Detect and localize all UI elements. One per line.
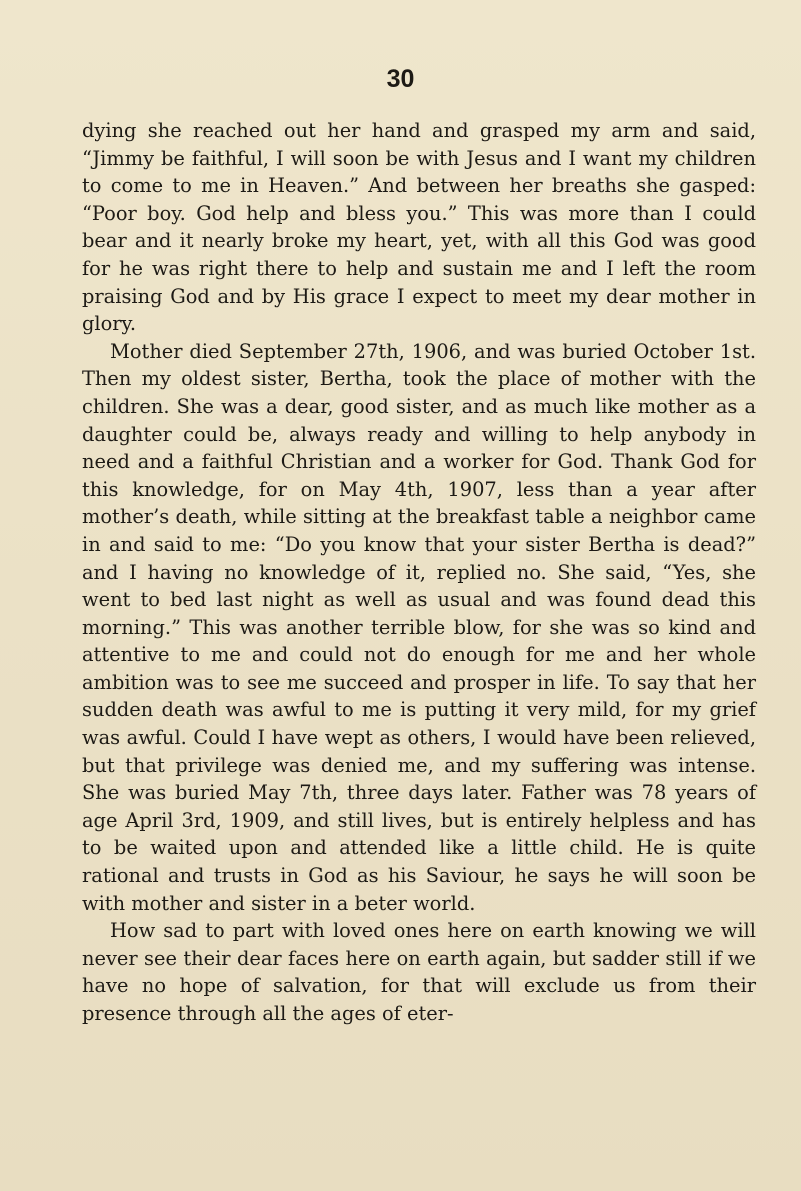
paragraph-3: How sad to part with loved ones here on earth knowing we will never see their dear faces here on earth again, but sadder still if we have no hope of salvation, for that will exclude us from their presence through all the ages of eter- bbox=[82, 919, 756, 1025]
body-text bbox=[82, 117, 756, 1028]
paragraph-1: dying she reached out her hand and grasped my arm and said, “Jimmy be faithful, I will soon be with Jesus and I want my children to come to me in Heaven.” And between her breaths she gasped: “Poor boy. God help and bless you.” This was more than I could bear and it nearly broke my heart, yet, with all this God was good for he was right there to help and sustain me and I left the room praising God and by His grace I expect to meet my dear mother in glory. bbox=[82, 119, 756, 336]
paragraph-2: Mother died September 27th, 1906, and was buried October 1st. Then my oldest sister, Bertha, took the place of mother with the children. She was a dear, good sister, and as much like mother as a daughter could be, always ready and willing to help anybody in need and a faithful Christian and a worker for God. Thank God for this knowledge, for on May 4th, 1907, less than a year after mother’s death, while sitting at the breakfast table a neighbor came in and said to me: “Do you know that your sister Bertha is dead?” and I having no knowledge of it, replied no. She said, “Yes, she went to bed last night as well as usual and was found dead this morning.” This was another terrible blow, for she was so kind and attentive to me and could not do enough for me and her whole ambition was to see me succeed and prosper in life. To say that her sudden death was awful to me is putting it very mild, for my grief was awful. Could I have wept as others, I would have been relieved, but that privilege was denied me, and my suffering was intense. She was buried May 7th, three days later. Father was 78 years of age April 3rd, 1909, and still lives, but is entirely helpless and has to be waited upon and attended like a little child. He is quite rational and trusts in God as his Saviour, he says he will soon be with mother and sister in a beter world. bbox=[82, 339, 756, 915]
page-number: 30 bbox=[386, 65, 415, 93]
